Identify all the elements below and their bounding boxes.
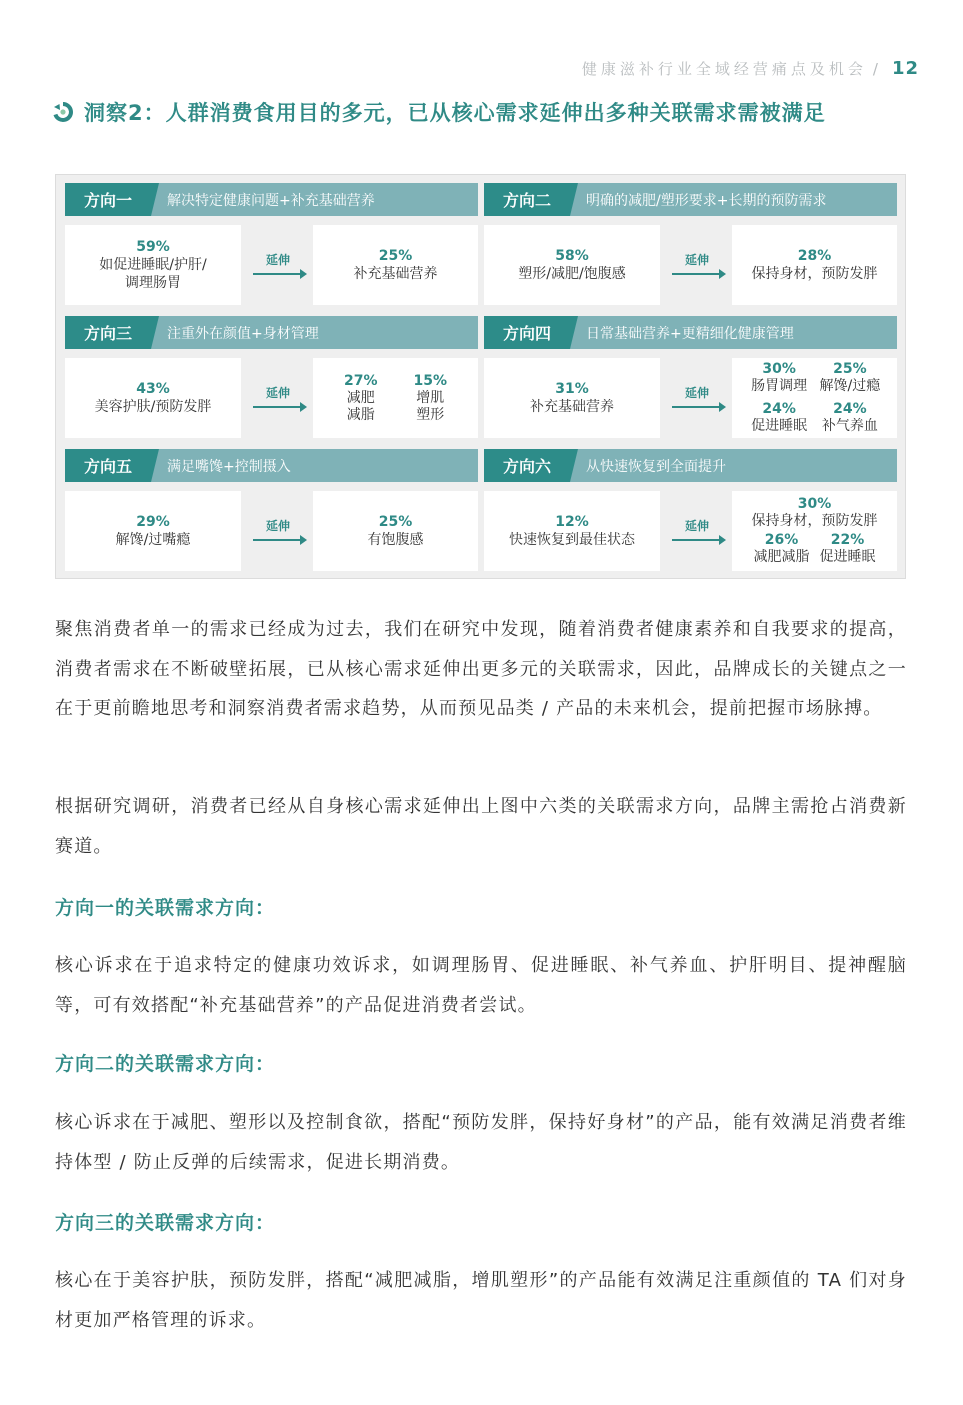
panel-header <box>65 316 478 349</box>
direction-desc: 满足嘴馋+控制摄入 <box>167 458 291 475</box>
extend-label: 延伸 <box>684 519 709 533</box>
panel-header <box>484 316 897 349</box>
related-label: 减肥减脂 <box>753 549 810 565</box>
panel-header <box>484 449 897 482</box>
core-need-box <box>484 225 660 305</box>
related-item <box>414 373 448 424</box>
extend-label: 延伸 <box>265 253 290 267</box>
page-number: 12 <box>891 58 919 79</box>
core-need-box <box>484 358 660 438</box>
direction-panel-2 <box>484 183 897 305</box>
header-separator: / <box>872 59 882 78</box>
related-label-line2: 减脂 <box>346 406 375 423</box>
related-label: 保持身材，预防发胖 <box>751 513 878 529</box>
direction-tag: 方向一 <box>65 183 151 216</box>
core-percentage: 58% <box>555 248 589 264</box>
direction-tag: 方向二 <box>484 183 570 216</box>
direction-panel-4 <box>484 316 897 438</box>
related-label: 促进睡眠 <box>751 418 808 434</box>
extend-arrow <box>249 251 307 275</box>
related-label: 解馋/过瘾 <box>819 378 881 394</box>
core-need-box <box>65 358 241 438</box>
core-label: 快速恢复到最佳状态 <box>509 532 635 548</box>
core-label: 解馋/过嘴瘾 <box>115 532 191 548</box>
core-need-box <box>65 491 241 571</box>
related-percentage: 28% <box>797 248 832 264</box>
direction-desc: 明确的减肥/塑形要求+长期的预防需求 <box>586 192 827 209</box>
section-title-row <box>52 97 826 127</box>
extend-arrow <box>249 384 307 408</box>
direction-panel-5 <box>65 449 478 571</box>
core-label: 美容护肤/预防发胖 <box>94 399 212 415</box>
right-arrow-icon <box>672 406 722 408</box>
direction-tag: 方向三 <box>65 316 151 349</box>
related-item <box>752 496 878 530</box>
related-label: 有饱腹感 <box>367 532 424 548</box>
direction-panel-3 <box>65 316 478 438</box>
running-header <box>582 58 919 79</box>
direction-tag: 方向四 <box>484 316 570 349</box>
related-item <box>749 401 810 435</box>
related-need-box <box>313 491 478 571</box>
related-need-box <box>732 225 897 305</box>
extend-arrow <box>249 517 307 541</box>
body-paragraph-3: 核心诉求在于追求特定的健康功效诉求，如调理肠胃、促进睡眠、补气养血、护肝明目、提神醒脑等，可有效搭配“补充基础营养”的产品促进消费者尝试。 <box>55 955 907 1016</box>
subheading-direction-3: 方向三的关联需求方向： <box>55 1212 276 1234</box>
body-paragraph-5: 核心在于美容护肤，预防发胖，搭配“减肥减脂，增肌塑形”的产品能有效满足注重颜值的 TA 们对身材更加严格管理的诉求。 <box>55 1270 907 1331</box>
right-arrow-icon <box>253 273 303 275</box>
extend-label: 延伸 <box>265 386 290 400</box>
core-label: 补充基础营养 <box>530 399 614 415</box>
core-need-box <box>65 225 241 305</box>
extend-arrow <box>668 517 726 541</box>
related-label-line1: 减肥 <box>346 389 375 406</box>
subheading-direction-2: 方向二的关联需求方向： <box>55 1053 276 1075</box>
panel-header <box>65 449 478 482</box>
direction-tag: 方向六 <box>484 449 570 482</box>
right-arrow-icon <box>672 539 722 541</box>
running-title: 健康滋补行业全域经营痛点及机会 <box>581 60 867 78</box>
related-percentage: 27% <box>343 372 378 389</box>
related-label: 补气养血 <box>821 418 878 434</box>
related-label: 肠胃调理 <box>751 378 808 394</box>
core-percentage: 59% <box>136 239 170 255</box>
subheading-direction-1: 方向一的关联需求方向： <box>55 897 276 919</box>
related-percentage: 22% <box>830 532 865 548</box>
related-need-box <box>732 491 897 571</box>
direction-desc: 注重外在颜值+身材管理 <box>167 325 319 342</box>
extend-arrow <box>668 384 726 408</box>
related-item <box>820 532 876 566</box>
right-arrow-icon <box>253 539 303 541</box>
right-arrow-icon <box>253 406 303 408</box>
direction-panel-1 <box>65 183 478 305</box>
direction-tag: 方向五 <box>65 449 151 482</box>
panel-header <box>65 183 478 216</box>
related-percentage: 30% <box>762 361 796 377</box>
related-item <box>820 401 881 435</box>
related-label: 保持身材，预防发胖 <box>751 266 878 282</box>
core-percentage: 29% <box>136 514 170 530</box>
related-need-box <box>313 358 478 438</box>
related-label-line2: 塑形 <box>416 406 445 423</box>
right-arrow-icon <box>672 273 722 275</box>
demand-directions-figure <box>55 174 906 579</box>
related-need-box <box>313 225 478 305</box>
related-percentage: 25% <box>833 361 867 377</box>
core-label: 塑形/减肥/饱腹感 <box>518 266 626 282</box>
body-paragraph-2: 根据研究调研，消费者已经从自身核心需求延伸出上图中六类的关联需求方向，品牌主需抢占消费新赛道。 <box>55 796 907 857</box>
related-percentage: 25% <box>378 514 413 530</box>
direction-panel-6 <box>484 449 897 571</box>
direction-desc: 从快速恢复到全面提升 <box>586 458 726 475</box>
extend-label: 延伸 <box>684 253 709 267</box>
extend-arrow <box>668 251 726 275</box>
core-percentage: 43% <box>136 381 170 397</box>
related-item <box>749 361 810 395</box>
related-percentage: 24% <box>833 401 867 417</box>
related-percentage: 25% <box>378 248 413 264</box>
core-percentage: 31% <box>555 381 589 397</box>
related-percentage: 24% <box>762 401 796 417</box>
section-title: 洞察2：人群消费食用目的多元，已从核心需求延伸出多种关联需求需被满足 <box>84 101 826 125</box>
refresh-arrow-icon <box>52 101 74 123</box>
related-item <box>820 361 881 395</box>
related-percentage: 26% <box>764 532 799 548</box>
core-percentage: 12% <box>555 514 589 530</box>
related-label-line1: 增肌 <box>416 389 445 406</box>
related-need-box <box>732 358 897 438</box>
related-item <box>344 373 378 424</box>
related-percentage: 15% <box>413 372 448 389</box>
related-percentage: 30% <box>797 496 832 512</box>
related-label: 促进睡眠 <box>819 549 876 565</box>
direction-desc: 解决特定健康问题+补充基础营养 <box>167 192 375 209</box>
extend-label: 延伸 <box>684 386 709 400</box>
core-need-box <box>484 491 660 571</box>
extend-label: 延伸 <box>265 519 290 533</box>
related-item <box>754 532 810 566</box>
body-paragraph-4: 核心诉求在于减肥、塑形以及控制食欲，搭配“预防发胖，保持好身材”的产品，能有效满足消费者维持体型 / 防止反弹的后续需求，促进长期消费。 <box>55 1112 907 1173</box>
core-label-line2: 调理肠胃 <box>125 275 181 291</box>
body-paragraph-1: 聚焦消费者单一的需求已经成为过去，我们在研究中发现，随着消费者健康素养和自我要求的提高，消费者需求在不断破壁拓展，已从核心需求延伸出更多元的关联需求，因此，品牌成长的关键点之一在于更前瞻地思考和洞察消费者需求趋势，从而预见品类 / 产品的未来机会，提前把握市场脉搏。 <box>55 619 907 719</box>
core-label-line1: 如促进睡眠/护肝/ <box>99 257 207 273</box>
direction-desc: 日常基础营养+更精细化健康管理 <box>586 325 794 342</box>
panel-header <box>484 183 897 216</box>
related-label: 补充基础营养 <box>353 266 438 282</box>
